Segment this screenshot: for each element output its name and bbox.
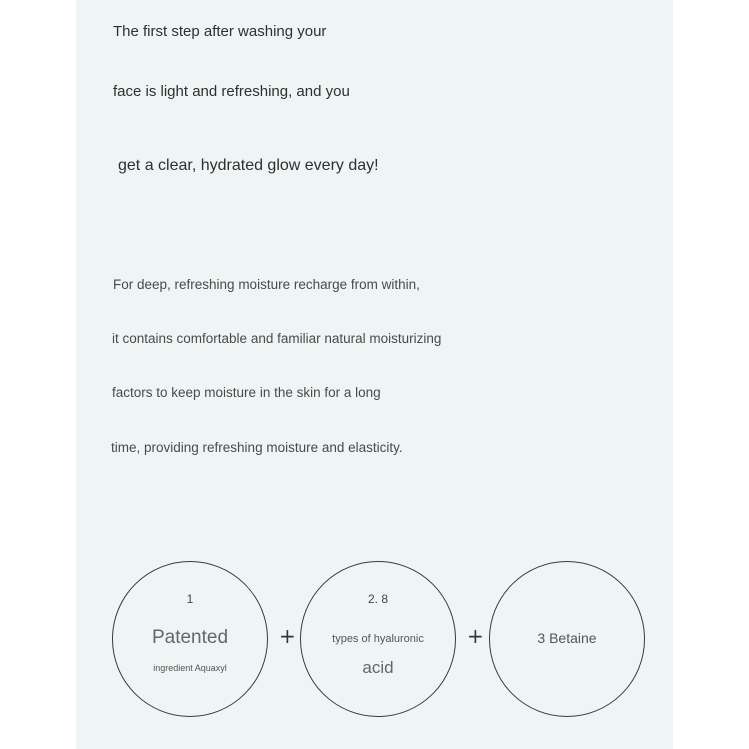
ingredient-number: 2. 8 (367, 592, 388, 606)
description-line-2: it contains comfortable and familiar natural moisturizing (112, 331, 442, 346)
ingredient-title: 3 Betaine (537, 630, 597, 646)
intro-line-1: The first step after washing your (113, 23, 327, 40)
description-line-4: time, providing refreshing moisture and elasticity. (111, 440, 403, 455)
description-line-3: factors to keep moisture in the skin for a long (112, 385, 381, 400)
ingredient-caption: types of hyaluronic (332, 633, 424, 645)
ingredient-circle-betaine (489, 561, 645, 717)
ingredient-caption: ingredient Aquaxyl (153, 663, 227, 673)
intro-line-3: get a clear, hydrated glow every day! (118, 157, 379, 174)
intro-line-2: face is light and refreshing, and you (113, 83, 350, 100)
plus-separator-2: + (467, 624, 484, 648)
ingredient-number: 1 (186, 592, 194, 606)
plus-separator-1: + (279, 624, 296, 648)
ingredient-title: acid (362, 658, 394, 677)
description-line-1: For deep, refreshing moisture recharge from within, (113, 277, 420, 292)
ingredient-circle-hyaluronic (300, 561, 456, 717)
ingredient-title: Patented (151, 627, 229, 648)
ingredient-circle-aquaxyl (112, 561, 268, 717)
